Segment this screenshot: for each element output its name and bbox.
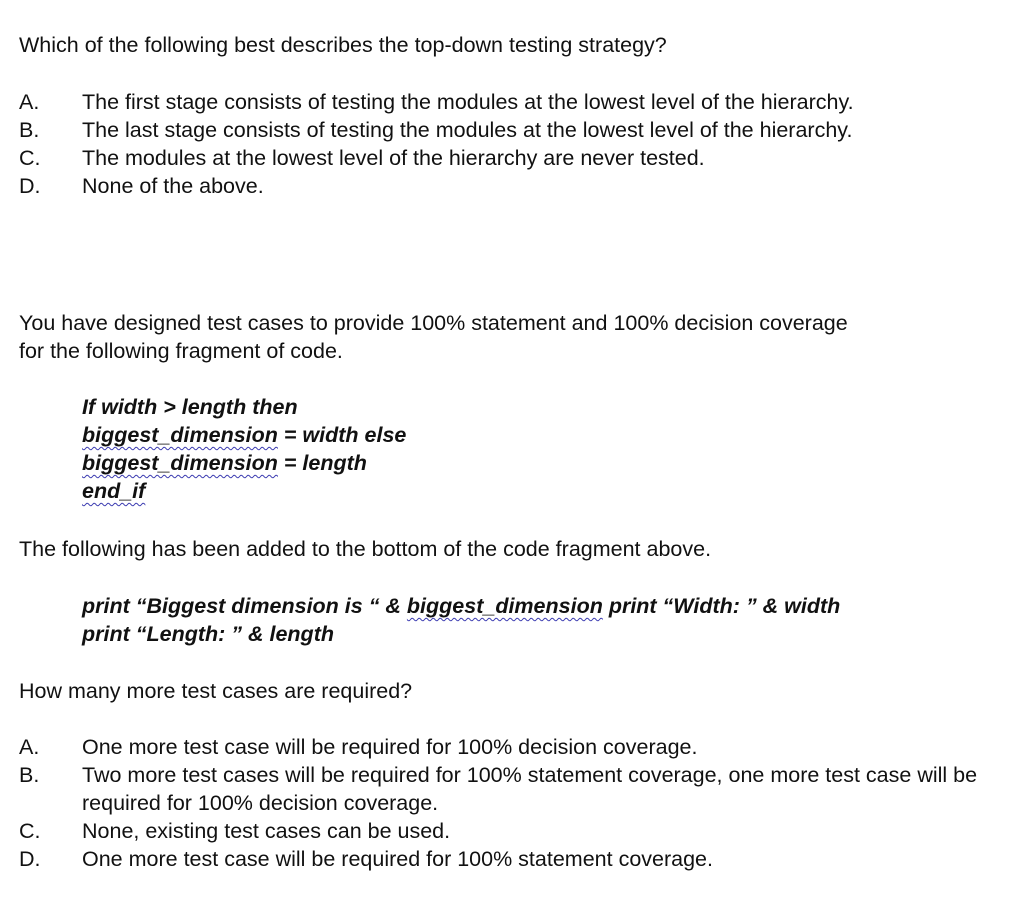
code-line-3 bbox=[82, 449, 1002, 477]
question1-option-c bbox=[19, 144, 1004, 172]
question2-option-a bbox=[19, 733, 1004, 761]
option-text: None, existing test cases can be used. bbox=[82, 819, 451, 843]
question1-options bbox=[19, 88, 1004, 200]
code-line-1: If width > length then bbox=[82, 395, 298, 419]
option-letter: A. bbox=[19, 735, 40, 759]
added-code-note bbox=[19, 535, 1004, 563]
question2-options bbox=[19, 733, 1004, 873]
added-code-part1: print “Biggest dimension is “ & bbox=[82, 594, 407, 618]
option-text: Two more test cases will be required for 100% statement coverage, one more test case will be required for 100% decision coverage. bbox=[82, 763, 978, 815]
question1-option-a bbox=[19, 88, 1004, 116]
option-letter: B. bbox=[19, 118, 40, 142]
added-code-line-1 bbox=[82, 592, 1002, 620]
added-code-line-2: print “Length: ” & length bbox=[82, 622, 334, 646]
question2-option-c bbox=[19, 817, 1004, 845]
code-line-2 bbox=[82, 421, 1002, 449]
option-text: None of the above. bbox=[82, 174, 264, 198]
question2-prompt-text: How many more test cases are required? bbox=[19, 679, 413, 703]
code-line-2-rest: = width else bbox=[277, 423, 407, 447]
code-variable: biggest_dimension bbox=[82, 423, 278, 447]
question2-intro bbox=[19, 309, 1004, 365]
question2-intro-line2: for the following fragment of code. bbox=[19, 339, 343, 363]
question1-option-b bbox=[19, 116, 1004, 144]
question1-prompt bbox=[19, 31, 1004, 59]
code-variable: biggest_dimension bbox=[82, 451, 278, 475]
option-letter: D. bbox=[19, 174, 41, 198]
question2-option-d bbox=[19, 845, 1004, 873]
option-letter: C. bbox=[19, 146, 41, 170]
option-text: The modules at the lowest level of the hierarchy are never tested. bbox=[82, 146, 705, 170]
added-code-fragment bbox=[82, 592, 1002, 648]
option-letter: B. bbox=[19, 763, 40, 787]
code-keyword: end_if bbox=[82, 479, 146, 503]
code-line-3-rest: = length bbox=[277, 451, 367, 475]
option-text: One more test case will be required for 100% statement coverage. bbox=[82, 847, 713, 871]
code-line-4 bbox=[82, 477, 1002, 505]
question2-option-b bbox=[19, 761, 1004, 817]
option-letter: D. bbox=[19, 847, 41, 871]
added-code-note-text: The following has been added to the bottom of the code fragment above. bbox=[19, 537, 712, 561]
option-letter: A. bbox=[19, 90, 40, 114]
option-text: One more test case will be required for 100% decision coverage. bbox=[82, 735, 698, 759]
code-fragment bbox=[82, 393, 1002, 505]
question1-prompt-text: Which of the following best describes the top-down testing strategy? bbox=[19, 33, 667, 57]
question1-option-d bbox=[19, 172, 1004, 200]
question2-intro-line1: You have designed test cases to provide 100% statement and 100% decision coverage bbox=[19, 311, 848, 335]
option-text: The last stage consists of testing the modules at the lowest level of the hierarchy. bbox=[82, 118, 853, 142]
option-letter: C. bbox=[19, 819, 41, 843]
question2-prompt bbox=[19, 677, 1004, 705]
option-text: The first stage consists of testing the modules at the lowest level of the hierarchy. bbox=[82, 90, 854, 114]
code-variable: biggest_dimension bbox=[406, 594, 603, 618]
added-code-part2: print “Width: ” & width bbox=[602, 594, 841, 618]
